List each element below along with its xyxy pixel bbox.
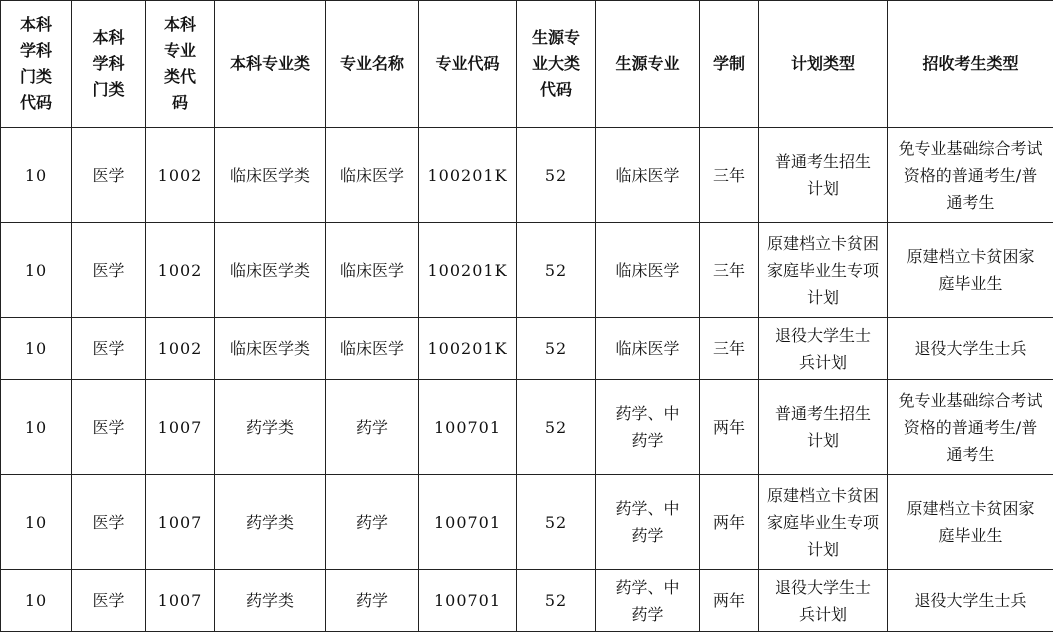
cell-major-class-code: 1002 — [146, 128, 215, 223]
cell-source-major: 临床医学 — [596, 318, 700, 380]
cell-applicant-type: 原建档立卡贫困家庭毕业生 — [888, 475, 1053, 570]
cell-source-class-code: 52 — [517, 128, 596, 223]
header-discipline: 本科学科门类 — [72, 1, 146, 128]
cell-plan-type: 退役大学生士兵计划 — [759, 570, 888, 632]
cell-major-class-code: 1007 — [146, 570, 215, 632]
cell-plan-type: 原建档立卡贫困家庭毕业生专项计划 — [759, 223, 888, 318]
cell-major-class: 临床医学类 — [215, 128, 326, 223]
cell-source-major: 临床医学 — [596, 223, 700, 318]
cell-source-major: 药学、中药学 — [596, 475, 700, 570]
cell-duration: 三年 — [700, 318, 759, 380]
cell-major-code: 100701 — [419, 475, 517, 570]
cell-major-class: 临床医学类 — [215, 223, 326, 318]
header-duration: 学制 — [700, 1, 759, 128]
cell-major-code: 100201K — [419, 318, 517, 380]
cell-plan-type: 原建档立卡贫困家庭毕业生专项计划 — [759, 475, 888, 570]
header-source-major: 生源专业 — [596, 1, 700, 128]
header-major-code: 专业代码 — [419, 1, 517, 128]
table-row — [1, 475, 1053, 570]
table-row — [1, 223, 1053, 318]
header-source-class-code: 生源专业大类代码 — [517, 1, 596, 128]
cell-major-class: 药学类 — [215, 570, 326, 632]
cell-discipline: 医学 — [72, 128, 146, 223]
cell-discipline-code: 10 — [1, 475, 72, 570]
cell-major-class: 药学类 — [215, 380, 326, 475]
cell-source-major: 临床医学 — [596, 128, 700, 223]
cell-applicant-type: 免专业基础综合考试资格的普通考生/普通考生 — [888, 128, 1053, 223]
cell-applicant-type: 免专业基础综合考试资格的普通考生/普通考生 — [888, 380, 1053, 475]
cell-major-name: 药学 — [326, 570, 419, 632]
cell-major-name: 临床医学 — [326, 128, 419, 223]
cell-major-class-code: 1007 — [146, 475, 215, 570]
cell-applicant-type: 原建档立卡贫困家庭毕业生 — [888, 223, 1053, 318]
header-plan-type: 计划类型 — [759, 1, 888, 128]
cell-major-name: 药学 — [326, 475, 419, 570]
table-header-row — [1, 1, 1053, 128]
cell-major-code: 100201K — [419, 223, 517, 318]
cell-discipline: 医学 — [72, 570, 146, 632]
cell-major-class: 临床医学类 — [215, 318, 326, 380]
cell-major-name: 临床医学 — [326, 318, 419, 380]
header-major-class-code: 本科专业类代码 — [146, 1, 215, 128]
cell-discipline-code: 10 — [1, 570, 72, 632]
cell-discipline-code: 10 — [1, 380, 72, 475]
cell-plan-type: 普通考生招生计划 — [759, 128, 888, 223]
cell-major-class: 药学类 — [215, 475, 326, 570]
cell-discipline: 医学 — [72, 223, 146, 318]
cell-duration: 两年 — [700, 475, 759, 570]
table-row — [1, 380, 1053, 475]
cell-source-class-code: 52 — [517, 380, 596, 475]
cell-applicant-type: 退役大学生士兵 — [888, 570, 1053, 632]
cell-duration: 两年 — [700, 380, 759, 475]
cell-source-major: 药学、中药学 — [596, 570, 700, 632]
header-discipline-code: 本科学科门类代码 — [1, 1, 72, 128]
cell-applicant-type: 退役大学生士兵 — [888, 318, 1053, 380]
cell-source-class-code: 52 — [517, 318, 596, 380]
cell-discipline-code: 10 — [1, 128, 72, 223]
cell-major-class-code: 1007 — [146, 380, 215, 475]
cell-source-major: 药学、中药学 — [596, 380, 700, 475]
table-row — [1, 128, 1053, 223]
table-row — [1, 570, 1053, 632]
cell-major-name: 药学 — [326, 380, 419, 475]
cell-plan-type: 退役大学生士兵计划 — [759, 318, 888, 380]
cell-duration: 两年 — [700, 570, 759, 632]
cell-duration: 三年 — [700, 128, 759, 223]
cell-source-class-code: 52 — [517, 223, 596, 318]
cell-major-class-code: 1002 — [146, 223, 215, 318]
cell-plan-type: 普通考生招生计划 — [759, 380, 888, 475]
header-major-class: 本科专业类 — [215, 1, 326, 128]
cell-source-class-code: 52 — [517, 475, 596, 570]
cell-major-name: 临床医学 — [326, 223, 419, 318]
cell-source-class-code: 52 — [517, 570, 596, 632]
cell-major-class-code: 1002 — [146, 318, 215, 380]
cell-major-code: 100701 — [419, 570, 517, 632]
cell-duration: 三年 — [700, 223, 759, 318]
cell-discipline: 医学 — [72, 318, 146, 380]
cell-discipline: 医学 — [72, 475, 146, 570]
cell-major-code: 100701 — [419, 380, 517, 475]
cell-discipline-code: 10 — [1, 223, 72, 318]
header-major-name: 专业名称 — [326, 1, 419, 128]
header-applicant-type: 招收考生类型 — [888, 1, 1053, 128]
cell-discipline: 医学 — [72, 380, 146, 475]
cell-major-code: 100201K — [419, 128, 517, 223]
cell-discipline-code: 10 — [1, 318, 72, 380]
table-row — [1, 318, 1053, 380]
